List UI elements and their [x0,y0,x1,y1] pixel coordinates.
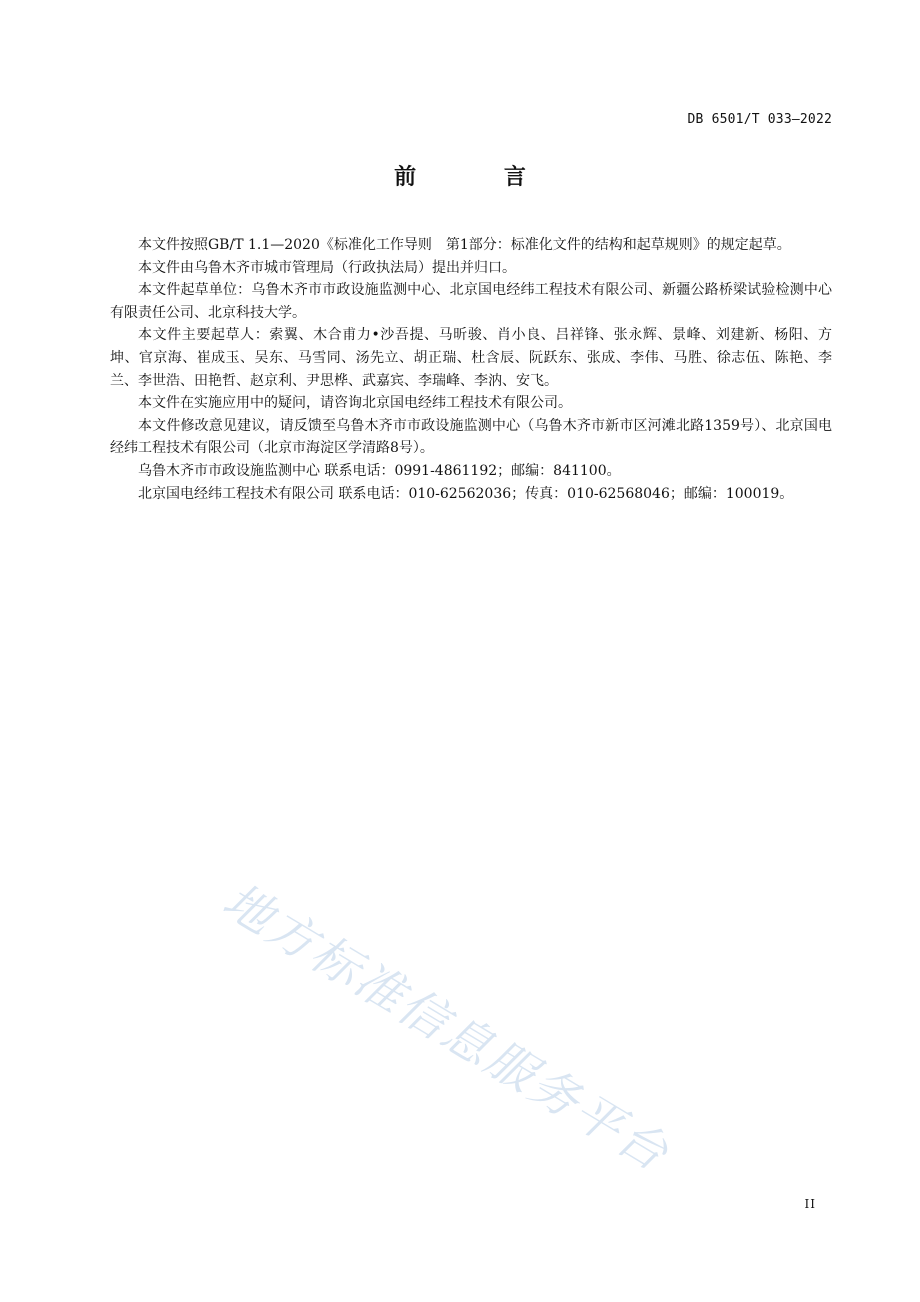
paragraph-inquiries: 本文件在实施应用中的疑问，请咨询北京国电经纬工程技术有限公司。 [138,395,572,412]
watermark-text: 地方标准信息服务平台 [213,872,680,1184]
page-number: II [804,1197,816,1211]
paragraph-contact-guodian: 北京国电经纬工程技术有限公司 联系电话：010-62562036；传真：010-62568046；邮编：100019。 [138,485,794,502]
paragraph-feedback: 本文件修改意见建议，请反馈至乌鲁木齐市市政设施监测中心（乌鲁木齐市新市区河滩北路1359号）、北京国电经纬工程技术有限公司（北京市海淀区学清路8号）。 [110,417,832,457]
foreword-body [110,234,832,505]
page-title: 前 言 [394,165,566,190]
paragraph-drafters: 本文件主要起草人：索翼、木合甫力•沙吾提、马昕骏、肖小良、吕祥锋、张永辉、景峰、刘建新、杨阳、方坤、官京海、崔成玉、吴东、马雪同、汤先立、胡正瑞、杜含辰、阮跃东、张成、李伟、马胜、徐志伍、陈艳、李兰、李世浩、田艳哲、赵京利、尹思桦、武嘉宾、李瑞峰、李汭、安飞。 [110,327,832,389]
paragraph-drafting-rules: 本文件按照GB/T 1.1—2020《标准化工作导则 第1部分：标准化文件的结构和起草规则》的规定起草。 [138,237,791,253]
paragraph-contact-monitoring-center: 乌鲁木齐市市政设施监测中心 联系电话：0991-4861192；邮编：841100。 [138,462,621,479]
paragraph-proposer: 本文件由乌鲁木齐市城市管理局（行政执法局）提出并归口。 [138,259,516,276]
paragraph-drafting-units: 本文件起草单位：乌鲁木齐市市政设施监测中心、北京国电经纬工程技术有限公司、新疆公路桥梁试验检测中心有限责任公司、北京科技大学。 [110,282,832,321]
document-code: DB 6501/T 033—2022 [687,112,832,127]
